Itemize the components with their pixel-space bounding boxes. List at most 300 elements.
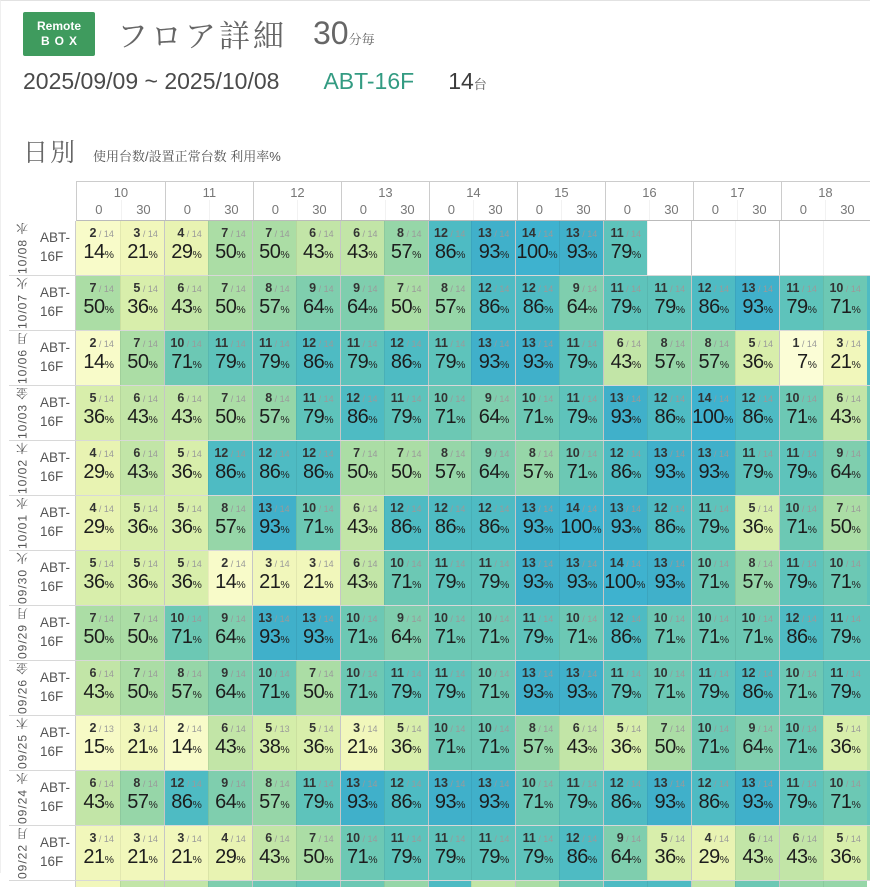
usage-cell: [691, 331, 735, 385]
table-row: [9, 825, 870, 880]
usage-fraction: 9 / 14: [353, 281, 378, 295]
usage-percent: 79%: [786, 790, 817, 813]
usage-cell: [208, 221, 252, 275]
usage-fraction: 12 / 14: [214, 446, 246, 460]
usage-cell: [208, 331, 252, 385]
usage-fraction: 13 / 14: [565, 556, 598, 570]
usage-percent: 79%: [434, 570, 466, 593]
usage-fraction: 7 / 14: [397, 446, 422, 460]
usage-fraction: 5 / 14: [309, 721, 334, 735]
clipped-next-column: [867, 551, 870, 605]
usage-percent: 50%: [654, 735, 686, 758]
usage-cell: [691, 661, 735, 715]
usage-fraction: 14 / 14: [609, 556, 642, 570]
floor-name[interactable]: ABT-16F: [323, 68, 415, 94]
usage-cell-clipped: [779, 881, 823, 887]
usage-fraction: 11 / 14: [786, 281, 817, 295]
table-row: [9, 660, 870, 715]
usage-fraction: 10 / 14: [653, 666, 686, 680]
usage-cell: [296, 716, 340, 770]
minute-header: 0: [517, 200, 561, 220]
usage-cell: [252, 331, 296, 385]
usage-cell: [471, 826, 515, 880]
usage-percent: 64%: [610, 845, 642, 868]
usage-cell-empty: [691, 221, 735, 275]
usage-cell: [384, 386, 428, 440]
usage-cell: [823, 386, 867, 440]
usage-percent: 79%: [303, 405, 334, 428]
clipped-next-column: [867, 716, 870, 770]
usage-percent: 86%: [566, 845, 598, 868]
usage-fraction: 10 / 14: [477, 611, 510, 625]
usage-fraction: 13 / 14: [653, 776, 686, 790]
usage-fraction: 11 / 14: [434, 556, 466, 570]
usage-cell: [164, 331, 208, 385]
usage-percent: 71%: [654, 680, 686, 703]
usage-cell: [691, 386, 735, 440]
usage-cell: [76, 606, 120, 660]
usage-fraction: 14 / 14: [697, 391, 730, 405]
clipped-next-column: [867, 276, 870, 330]
usage-percent: 93%: [522, 570, 554, 593]
usage-percent: 57%: [522, 735, 554, 758]
usage-percent: 93%: [654, 460, 686, 483]
usage-fraction: 10 / 14: [829, 281, 861, 295]
usage-cell: [603, 551, 647, 605]
row-floor-label: ABT- 16F: [40, 285, 71, 319]
usage-percent: 93%: [259, 625, 290, 648]
usage-percent: 71%: [478, 735, 510, 758]
usage-percent: 50%: [83, 625, 114, 648]
hour-header: 10: [113, 185, 129, 200]
usage-cell: [428, 771, 472, 825]
usage-cell-clipped: [252, 881, 296, 887]
usage-percent: 71%: [171, 350, 202, 373]
usage-percent: 93%: [259, 515, 290, 538]
usage-percent: 93%: [303, 625, 334, 648]
usage-fraction: 4 / 14: [89, 501, 114, 515]
usage-cell-clipped: [296, 881, 340, 887]
usage-cell: [559, 606, 603, 660]
usage-percent: 71%: [566, 625, 598, 648]
usage-fraction: 11 / 14: [610, 281, 642, 295]
usage-cell: [647, 826, 691, 880]
usage-percent: 79%: [698, 680, 730, 703]
hour-header: 13: [341, 182, 429, 200]
usage-cell: [691, 716, 735, 770]
usage-percent: 71%: [522, 405, 554, 428]
usage-percent: 57%: [522, 460, 554, 483]
usage-cell: [428, 221, 472, 275]
usage-fraction: 8 / 14: [660, 336, 686, 350]
usage-cell: [296, 496, 340, 550]
usage-percent: 93%: [522, 680, 554, 703]
usage-fraction: 13 / 14: [741, 281, 773, 295]
usage-fraction: 2 / 14: [89, 226, 114, 240]
usage-cell: [779, 771, 823, 825]
usage-percent: 71%: [830, 790, 861, 813]
usage-percent: 93%: [610, 515, 642, 538]
usage-cell: [779, 496, 823, 550]
usage-cell: [515, 826, 559, 880]
usage-cell: [252, 826, 296, 880]
usage-percent: 79%: [654, 295, 686, 318]
usage-fraction: 12 / 14: [653, 501, 686, 515]
usage-fraction: 4 / 14: [177, 226, 202, 240]
usage-cell: [603, 331, 647, 385]
hour-header: 11: [165, 182, 253, 200]
usage-cell: [779, 441, 823, 495]
usage-percent: 86%: [259, 460, 290, 483]
usage-cell: [515, 716, 559, 770]
usage-percent: 57%: [259, 405, 290, 428]
usage-cell: [735, 386, 779, 440]
usage-percent: 79%: [830, 680, 861, 703]
usage-percent: 64%: [346, 295, 378, 318]
usage-fraction: 5 / 14: [133, 281, 158, 295]
usage-cell: [647, 441, 691, 495]
usage-cell: [559, 331, 603, 385]
clipped-next-column: [867, 606, 870, 660]
usage-fraction: 6 / 14: [89, 776, 114, 790]
usage-cell: [340, 331, 384, 385]
usage-cell: [296, 221, 340, 275]
usage-fraction: 10 / 14: [170, 336, 202, 350]
usage-fraction: 3 / 14: [89, 831, 114, 845]
row-date-label: 10/06 月: [15, 331, 30, 385]
usage-cell: [428, 716, 472, 770]
usage-cell: [120, 826, 164, 880]
usage-fraction: 6 / 14: [177, 281, 202, 295]
usage-percent: 71%: [434, 405, 466, 428]
table-row: [9, 770, 870, 825]
usage-cell: [340, 771, 384, 825]
usage-percent: 36%: [171, 460, 202, 483]
usage-fraction: 8 / 14: [528, 721, 554, 735]
usage-percent: 79%: [742, 460, 773, 483]
usage-percent: 43%: [786, 845, 817, 868]
usage-cell: [471, 771, 515, 825]
usage-cell: [164, 551, 208, 605]
minute-header: 0: [95, 202, 103, 217]
usage-cell: [779, 716, 823, 770]
usage-fraction: 6 / 14: [265, 831, 290, 845]
usage-fraction: 5 / 14: [397, 721, 422, 735]
usage-cell: [296, 276, 340, 330]
usage-cell-empty: [647, 221, 691, 275]
usage-cell: [559, 826, 603, 880]
usage-fraction: 11 / 14: [830, 666, 861, 680]
usage-fraction: 4 / 14: [221, 831, 246, 845]
usage-cell: [779, 331, 823, 385]
usage-cell: [384, 661, 428, 715]
usage-cell: [779, 826, 823, 880]
usage-fraction: 5 / 14: [836, 721, 861, 735]
usage-fraction: 10 / 14: [477, 721, 510, 735]
usage-cell: [691, 551, 735, 605]
usage-percent: 71%: [303, 515, 334, 538]
usage-cell: [120, 221, 164, 275]
usage-percent: 36%: [742, 515, 773, 538]
minute-header: 30: [121, 200, 165, 220]
usage-fraction: 5 / 14: [616, 721, 642, 735]
usage-percent: 86%: [478, 295, 510, 318]
usage-percent: 43%: [259, 845, 290, 868]
usage-percent: 64%: [478, 405, 510, 428]
usage-cell: [471, 441, 515, 495]
usage-cell: [647, 496, 691, 550]
usage-cell: [208, 386, 252, 440]
usage-percent: 21%: [303, 570, 334, 593]
usage-fraction: 11 / 14: [566, 776, 598, 790]
usage-cell: [735, 496, 779, 550]
usage-percent: 43%: [303, 240, 334, 263]
usage-cell: [428, 331, 472, 385]
usage-percent: 86%: [610, 625, 642, 648]
usage-percent: 50%: [259, 240, 290, 263]
usage-cell: [515, 496, 559, 550]
usage-cell: [471, 331, 515, 385]
usage-cell: [340, 661, 384, 715]
usage-cell: [428, 496, 472, 550]
usage-fraction: 10 / 14: [434, 611, 466, 625]
usage-fraction: 10 / 14: [785, 721, 817, 735]
usage-cell: [735, 826, 779, 880]
usage-fraction: 11 / 14: [786, 776, 817, 790]
usage-percent: 79%: [522, 845, 554, 868]
usage-fraction: 10 / 14: [829, 776, 861, 790]
usage-fraction: 3 / 14: [353, 721, 378, 735]
usage-cell: [779, 661, 823, 715]
usage-cell: [252, 386, 296, 440]
usage-fraction: 5 / 14: [660, 831, 686, 845]
usage-fraction: 8 / 14: [221, 501, 246, 515]
usage-cell: [603, 441, 647, 495]
minute-header: 0: [605, 200, 649, 220]
usage-fraction: 11 / 14: [434, 666, 466, 680]
usage-cell: [823, 826, 867, 880]
usage-cell: [296, 771, 340, 825]
usage-fraction: 14 / 14: [521, 226, 554, 240]
table-body: [9, 221, 870, 887]
hour-header: 14: [429, 182, 517, 200]
usage-cell: [735, 276, 779, 330]
usage-cell-clipped: [471, 881, 515, 887]
usage-cell: [120, 716, 164, 770]
usage-fraction: 13 / 14: [521, 666, 554, 680]
minute-header: 0: [781, 200, 825, 220]
usage-fraction: 3 / 14: [265, 556, 290, 570]
usage-fraction: 6 / 14: [353, 501, 378, 515]
usage-percent: 14%: [83, 350, 114, 373]
usage-fraction: 3 / 14: [133, 721, 158, 735]
usage-cell: [647, 716, 691, 770]
row-label: [9, 716, 75, 770]
usage-cell: [384, 826, 428, 880]
usage-percent: 57%: [259, 295, 290, 318]
usage-cell: [252, 606, 296, 660]
row-label: [9, 496, 75, 550]
usage-percent: 64%: [215, 680, 246, 703]
usage-fraction: 10 / 14: [302, 501, 334, 515]
usage-fraction: 12 / 14: [477, 281, 510, 295]
usage-fraction: 5 / 14: [177, 501, 202, 515]
usage-percent: 57%: [215, 515, 246, 538]
usage-percent: 43%: [171, 295, 202, 318]
clipped-next-column: [867, 221, 870, 275]
row-date-label: 09/29 月: [15, 606, 30, 660]
row-floor-label: ABT- 16F: [40, 615, 71, 649]
usage-cell: [603, 826, 647, 880]
usage-percent: 79%: [610, 295, 642, 318]
usage-cell: [779, 606, 823, 660]
usage-fraction: 6 / 14: [572, 721, 598, 735]
usage-fraction: 8 / 14: [440, 281, 466, 295]
usage-fraction: 12 / 14: [390, 336, 422, 350]
usage-percent: 93%: [698, 460, 730, 483]
usage-fraction: 12 / 14: [170, 776, 202, 790]
usage-percent: 29%: [215, 845, 246, 868]
usage-fraction: 13 / 14: [521, 336, 554, 350]
usage-percent: 21%: [171, 845, 202, 868]
usage-fraction: 11 / 14: [478, 831, 510, 845]
usage-percent: 100%: [516, 240, 558, 263]
usage-cell: [735, 331, 779, 385]
usage-cell: [296, 606, 340, 660]
table-row: [9, 605, 870, 660]
table-row: [9, 550, 870, 605]
usage-cell: [779, 551, 823, 605]
minute-header: 0: [253, 200, 297, 220]
row-label: [9, 771, 75, 825]
usage-percent: 50%: [346, 460, 378, 483]
usage-percent: 93%: [522, 350, 554, 373]
usage-percent: 71%: [786, 515, 817, 538]
usage-fraction: 11 / 14: [478, 556, 510, 570]
usage-cell: [603, 221, 647, 275]
usage-percent: 71%: [522, 790, 554, 813]
usage-percent: 93%: [566, 240, 598, 263]
row-floor-label: ABT- 16F: [40, 505, 71, 539]
usage-percent: 15%: [83, 735, 114, 758]
usage-fraction: 12 / 14: [609, 446, 642, 460]
usage-fraction: 12 / 14: [302, 446, 334, 460]
usage-percent: 71%: [654, 625, 686, 648]
header-columns: [76, 181, 870, 221]
usage-fraction: 11 / 14: [302, 391, 334, 405]
usage-cell: [691, 496, 735, 550]
usage-percent: 64%: [742, 735, 773, 758]
usage-cell-clipped: [340, 881, 384, 887]
usage-percent: 71%: [566, 460, 598, 483]
usage-percent: 71%: [390, 570, 422, 593]
usage-cell: [515, 551, 559, 605]
usage-cell: [515, 661, 559, 715]
usage-fraction: 7 / 14: [221, 391, 246, 405]
usage-fraction: 7 / 14: [265, 226, 290, 240]
usage-cell: [164, 606, 208, 660]
usage-percent: 71%: [786, 735, 817, 758]
minute-header: 0: [429, 200, 473, 220]
usage-cell: [76, 496, 120, 550]
usage-cell: [428, 661, 472, 715]
usage-fraction: 10 / 14: [565, 446, 598, 460]
usage-cell: [384, 551, 428, 605]
usage-percent: 93%: [346, 790, 378, 813]
usage-fraction: 2 / 14: [221, 556, 246, 570]
usage-cell-clipped: [823, 881, 867, 887]
usage-cell: [252, 771, 296, 825]
table-row: [9, 330, 870, 385]
usage-percent: 93%: [434, 790, 466, 813]
usage-percent: 50%: [303, 680, 334, 703]
row-label: [9, 826, 75, 880]
usage-cell: [340, 826, 384, 880]
usage-fraction: 9 / 14: [572, 281, 598, 295]
clipped-next-column: [867, 771, 870, 825]
usage-cell: [603, 276, 647, 330]
usage-fraction: 10 / 14: [741, 611, 773, 625]
usage-percent: 93%: [478, 350, 510, 373]
usage-cell: [384, 441, 428, 495]
minute-header: 0: [341, 200, 385, 220]
row-label: [9, 661, 75, 715]
usage-cell: [340, 221, 384, 275]
partial-table-row: [9, 880, 870, 887]
usage-cell: [164, 716, 208, 770]
usage-percent: 64%: [390, 625, 422, 648]
usage-cell: [120, 551, 164, 605]
usage-cell: [208, 441, 252, 495]
usage-fraction: 12 / 14: [390, 501, 422, 515]
usage-cell: [647, 606, 691, 660]
usage-cell: [120, 496, 164, 550]
remote-box-logo: [23, 12, 95, 56]
usage-fraction: 10 / 14: [434, 391, 466, 405]
usage-fraction: 6 / 14: [177, 391, 202, 405]
usage-cell: [823, 661, 867, 715]
usage-cell: [164, 386, 208, 440]
usage-cell: [735, 771, 779, 825]
usage-cell: [691, 441, 735, 495]
usage-cell: [515, 441, 559, 495]
usage-fraction: 12 / 14: [697, 776, 730, 790]
usage-percent: 43%: [610, 350, 642, 373]
usage-percent: 21%: [83, 845, 114, 868]
page-title: フロア詳細: [117, 19, 287, 54]
usage-percent: 43%: [830, 405, 861, 428]
usage-percent: 50%: [390, 295, 422, 318]
usage-cell: [384, 496, 428, 550]
section-title: 日別: [23, 139, 78, 167]
usage-percent: 71%: [478, 625, 510, 648]
usage-cell: [471, 716, 515, 770]
usage-percent: 57%: [259, 790, 290, 813]
usage-cell: [384, 716, 428, 770]
usage-percent: 93%: [742, 295, 773, 318]
usage-cell-clipped: [603, 881, 647, 887]
usage-percent: 79%: [566, 350, 598, 373]
usage-cell: [471, 221, 515, 275]
usage-cell: [647, 771, 691, 825]
table-row: [9, 440, 870, 495]
usage-fraction: 11 / 14: [390, 391, 422, 405]
usage-fraction: 11 / 14: [390, 831, 422, 845]
usage-cell: [559, 661, 603, 715]
usage-fraction: 7 / 14: [353, 446, 378, 460]
usage-cell: [691, 826, 735, 880]
usage-fraction: 10 / 14: [346, 611, 378, 625]
